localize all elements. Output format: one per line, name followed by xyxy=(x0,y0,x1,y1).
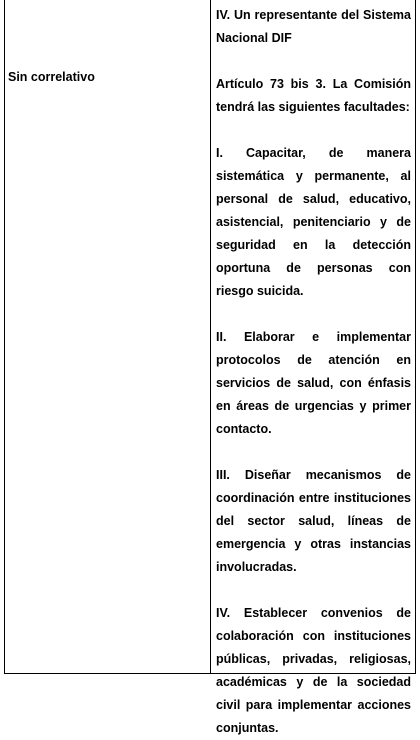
paragraph-faculty-iv: IV. Establecer convenios de colaboración con instituciones públicas, privadas, religiosas, académicas y de la sociedad civil para implementar acciones conjuntas. xyxy=(216,606,411,735)
left-cell-label: Sin correlativo xyxy=(8,70,95,84)
paragraph-faculty-ii: II. Elaborar e implementar protocolos de atención en servicios de salud, con énfasis en áreas de urgencias y primer contacto. xyxy=(216,330,411,436)
column-divider xyxy=(210,0,211,673)
comparison-table xyxy=(4,0,416,735)
paragraph-article-73-bis-3: Artículo 73 bis 3. La Comisión tendrá las siguientes facultades: xyxy=(216,77,411,114)
paragraph-faculty-iii: III. Diseñar mecanismos de coordinación entre instituciones del sector salud, líneas de emergencia y otras instancias involucradas. xyxy=(216,468,411,574)
right-cell xyxy=(216,4,411,740)
paragraph-dif-representative: IV. Un representante del Sistema Nacional DIF xyxy=(216,8,411,45)
left-cell xyxy=(8,66,203,89)
paragraph-faculty-i: I. Capacitar, de manera sistemática y permanente, al personal de salud, educativo, asistencial, penitenciario y de seguridad en la detección oportuna de personas con riesgo suicida. xyxy=(216,146,411,298)
